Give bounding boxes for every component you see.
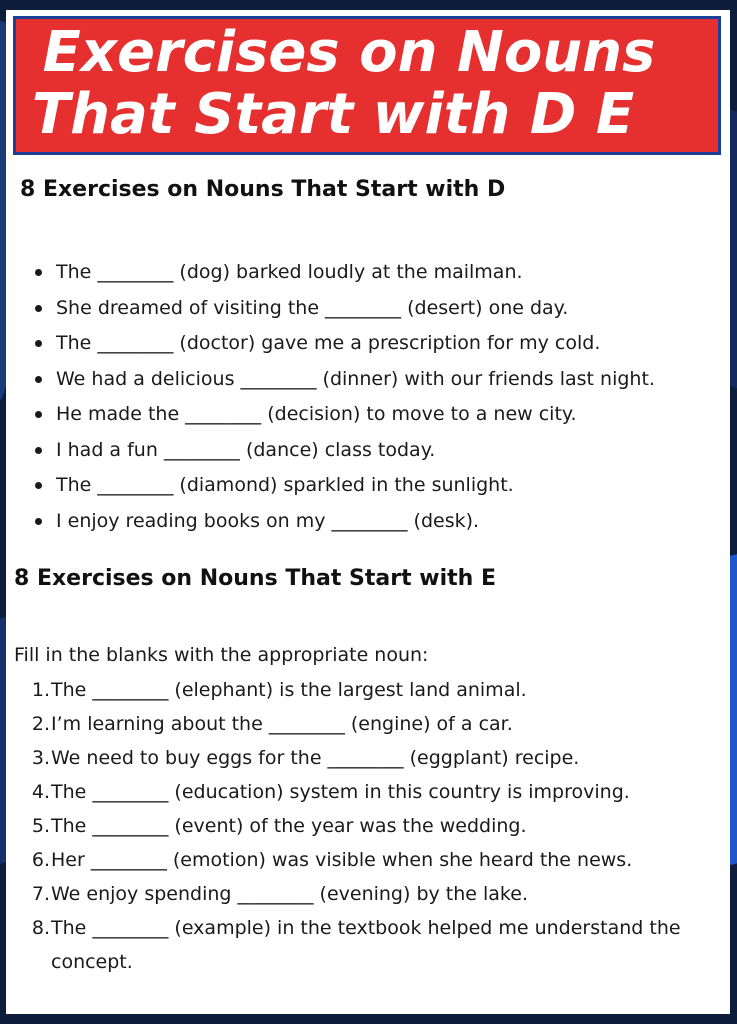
item-number: 5. <box>31 815 50 837</box>
section-e-list <box>18 673 718 979</box>
list-item: We had a delicious ________ (dinner) with our friends last night. <box>32 364 655 400</box>
item-number: 3. <box>31 747 50 769</box>
list-item: She dreamed of visiting the ________ (desert) one day. <box>32 293 655 329</box>
list-item <box>18 775 718 809</box>
item-text: The ________ (elephant) is the largest land animal. <box>51 679 527 701</box>
list-item: The ________ (dog) barked loudly at the mailman. <box>32 257 655 293</box>
item-number: 1. <box>31 679 50 701</box>
section-d-heading: 8 Exercises on Nouns That Start with D <box>20 177 506 202</box>
item-number: 2. <box>31 713 50 735</box>
item-text: The ________ (event) of the year was the wedding. <box>51 815 527 837</box>
list-item <box>18 911 718 979</box>
list-item: The ________ (diamond) sparkled in the sunlight. <box>32 470 655 506</box>
section-e-intro: Fill in the blanks with the appropriate noun: <box>14 644 429 666</box>
worksheet-card <box>6 10 730 1014</box>
list-item <box>18 809 718 843</box>
item-text: I’m learning about the ________ (engine) of a car. <box>51 713 513 735</box>
item-number: 7. <box>31 883 50 905</box>
title-line-1: Exercises on Nouns <box>42 20 656 85</box>
item-number: 6. <box>31 849 50 871</box>
title-banner <box>13 16 721 155</box>
item-text: We enjoy spending ________ (evening) by the lake. <box>51 883 528 905</box>
list-item <box>18 673 718 707</box>
list-item <box>18 741 718 775</box>
section-e-heading: 8 Exercises on Nouns That Start with E <box>14 566 497 591</box>
item-text: Her ________ (emotion) was visible when she heard the news. <box>51 849 633 871</box>
item-number: 8. <box>31 917 50 939</box>
item-text: The ________ (education) system in this country is improving. <box>51 781 630 803</box>
item-number: 4. <box>31 781 50 803</box>
list-item: I had a fun ________ (dance) class today. <box>32 435 655 471</box>
list-item: I enjoy reading books on my ________ (desk). <box>32 506 655 542</box>
section-d-list <box>32 257 655 541</box>
list-item: He made the ________ (decision) to move to a new city. <box>32 399 655 435</box>
title-line-2: That Start with D E <box>31 82 635 147</box>
item-text: The ________ (example) in the textbook helped me understand the concept. <box>51 917 681 973</box>
list-item <box>18 877 718 911</box>
list-item: The ________ (doctor) gave me a prescription for my cold. <box>32 328 655 364</box>
list-item <box>18 707 718 741</box>
item-text: We need to buy eggs for the ________ (eggplant) recipe. <box>51 747 580 769</box>
list-item <box>18 843 718 877</box>
